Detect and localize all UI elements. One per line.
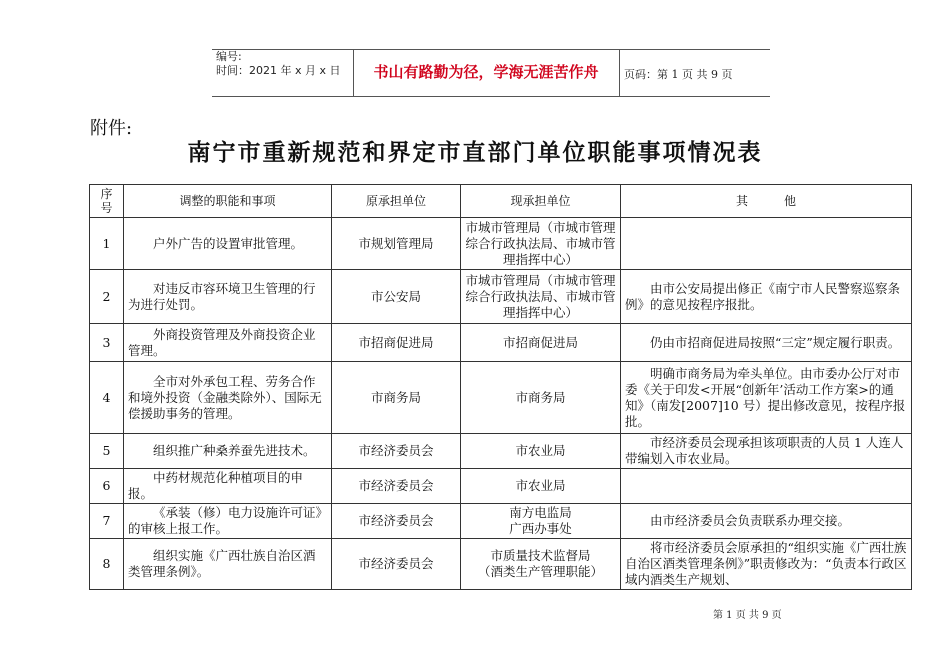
row-other-notes: 市经济委员会现承担该项职责的人员 1 人连人带编划入市农业局。 <box>621 434 912 469</box>
row-original-unit: 市经济委员会 <box>332 539 461 590</box>
row-original-unit: 市规划管理局 <box>332 218 461 270</box>
table-row <box>90 469 912 504</box>
row-number: 5 <box>90 434 124 469</box>
table-row <box>90 434 912 469</box>
row-current-unit: 市商务局 <box>461 362 621 434</box>
attachment-label: 附件: <box>90 118 133 139</box>
row-duty-item: 对违反市容环境卫生管理的行为进行处罚。 <box>124 270 332 324</box>
row-original-unit: 市招商促进局 <box>332 324 461 362</box>
row-number: 2 <box>90 270 124 324</box>
header-motto: 书山有路勤为径，学海无涯苦作舟 <box>373 63 599 81</box>
duties-table <box>89 184 912 590</box>
col-header-no: 序号 <box>90 185 124 218</box>
row-number: 6 <box>90 469 124 504</box>
header-page-label: 页码：第 1 页 共 9 页 <box>624 68 733 81</box>
header-divider-right <box>619 49 620 96</box>
row-other-notes: 仍由市招商促进局按照“三定”规定履行职责。 <box>621 324 912 362</box>
row-current-unit: 南方电监局 广西办事处 <box>461 504 621 539</box>
row-other-notes <box>621 469 912 504</box>
row-other-notes <box>621 218 912 270</box>
col-header-curr: 现承担单位 <box>461 185 621 218</box>
row-duty-item: 《承装（修）电力设施许可证》的审核上报工作。 <box>124 504 332 539</box>
table-row <box>90 539 912 590</box>
row-other-notes: 将市经济委员会原承担的“组织实施《广西壮族自治区酒类管理条例》”职责修改为：“负责本行政区域内酒类生产规划、 <box>621 539 912 590</box>
row-duty-item: 中药材规范化种植项目的申报。 <box>124 469 332 504</box>
table-row <box>90 324 912 362</box>
table-row <box>90 362 912 434</box>
table-row <box>90 270 912 324</box>
row-duty-item: 组织实施《广西壮族自治区酒类管理条例》。 <box>124 539 332 590</box>
row-duty-item: 外商投资管理及外商投资企业管理。 <box>124 324 332 362</box>
table-header-row <box>90 185 912 218</box>
row-original-unit: 市商务局 <box>332 362 461 434</box>
col-header-item: 调整的职能和事项 <box>124 185 332 218</box>
row-original-unit: 市经济委员会 <box>332 469 461 504</box>
row-number: 8 <box>90 539 124 590</box>
row-number: 3 <box>90 324 124 362</box>
row-duty-item: 组织推广种桑养蚕先进技术。 <box>124 434 332 469</box>
row-original-unit: 市公安局 <box>332 270 461 324</box>
row-current-unit: 市城市管理局（市城市管理综合行政执法局、市城市管理指挥中心） <box>461 270 621 324</box>
row-original-unit: 市经济委员会 <box>332 434 461 469</box>
row-number: 4 <box>90 362 124 434</box>
row-original-unit: 市经济委员会 <box>332 504 461 539</box>
page-footer: 第 1 页 共 9 页 <box>713 610 782 621</box>
row-number: 1 <box>90 218 124 270</box>
row-current-unit: 市质量技术监督局 （酒类生产管理职能） <box>461 539 621 590</box>
row-duty-item: 全市对外承包工程、劳务合作和境外投资（金融类除外）、国际无偿援助事务的管理。 <box>124 362 332 434</box>
row-duty-item: 户外广告的设置审批管理。 <box>124 218 332 270</box>
col-header-other: 其 他 <box>621 185 912 218</box>
row-current-unit: 市城市管理局（市城市管理综合行政执法局、市城市管理指挥中心） <box>461 218 621 270</box>
col-header-orig: 原承担单位 <box>332 185 461 218</box>
row-number: 7 <box>90 504 124 539</box>
row-current-unit: 市招商促进局 <box>461 324 621 362</box>
row-other-notes: 由市公安局提出修正《南宁市人民警察巡察条例》的意见按程序报批。 <box>621 270 912 324</box>
row-other-notes: 明确市商务局为牵头单位。由市委办公厅对市委《关于印发<开展“创新年’活动工作方案>的通知》（南发[2007]10 号）提出修改意见，按程序报批。 <box>621 362 912 434</box>
row-current-unit: 市农业局 <box>461 434 621 469</box>
table-row <box>90 504 912 539</box>
header-meta <box>216 50 341 78</box>
header-bottom-rule <box>212 96 770 97</box>
doc-number-label: 编号: <box>216 50 242 63</box>
row-other-notes: 由市经济委员会负责联系办理交接。 <box>621 504 912 539</box>
doc-time-label: 时间：2021 年 x 月 x 日 <box>216 64 341 77</box>
row-current-unit: 市农业局 <box>461 469 621 504</box>
table-row <box>90 218 912 270</box>
page-title: 南宁市重新规范和界定市直部门单位职能事项情况表 <box>187 139 763 166</box>
